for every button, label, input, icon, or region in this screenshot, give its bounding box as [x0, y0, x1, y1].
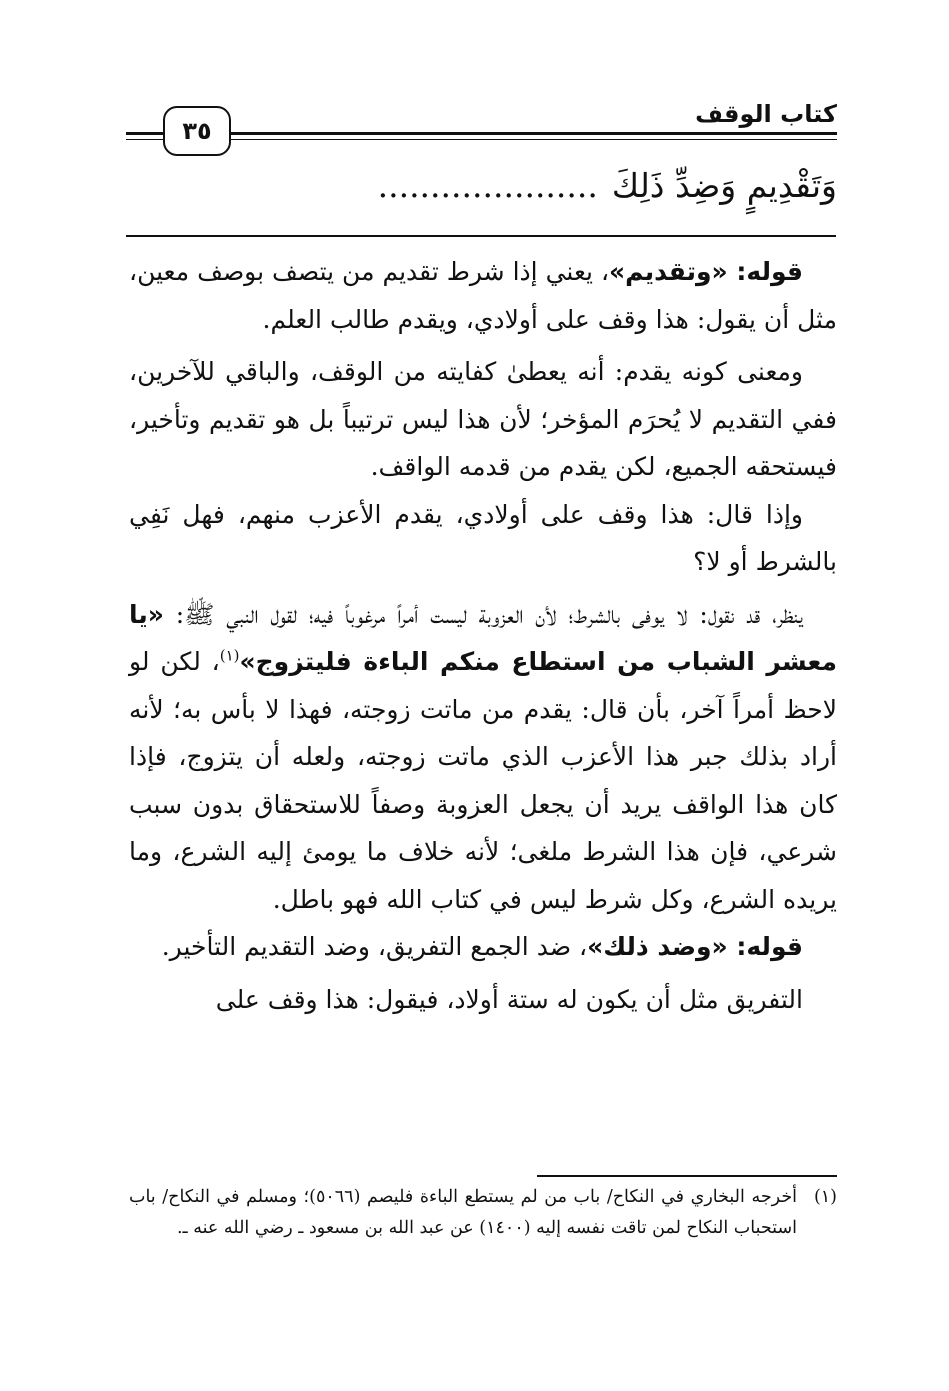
paragraph-4 — [129, 591, 837, 924]
footnote-reference[interactable]: (١) — [219, 646, 240, 665]
header-rule-right-bottom — [227, 139, 837, 140]
footnote-number: (١) — [813, 1187, 837, 1207]
footnote — [129, 1182, 837, 1244]
paragraph-text: ينظر، قد نقول: لا يوفى بالشرط؛ لأن العزوبة ليست أمراً مرغوباً فيه؛ لقول النبي ﷺ: — [163, 599, 803, 629]
paragraph-3 — [129, 491, 837, 586]
paragraph-text: ، يعني إذا شرط تقديم من يتصف بوصف معين، مثل أن يقول: هذا وقف على أولادي، ويقدم طالب العلم. — [129, 257, 837, 334]
paragraph-5 — [129, 923, 837, 971]
running-header-title: كتاب الوقف — [695, 100, 837, 128]
page-number-badge — [163, 106, 231, 156]
paragraph-lead: قوله: «وتقديم» — [609, 257, 804, 286]
paragraph-1 — [129, 248, 837, 343]
paragraph-6 — [129, 976, 837, 1024]
matn-dots: ..................... — [377, 166, 598, 205]
paragraph-text: ، لكن لو لاحظ أمراً آخر، بأن قال: يقدم من ماتت زوجته، فهذا لا بأس به؛ لأنه أراد بذلك جبر هذا الأعزب الذي ماتت زوجته، ولعله أن يتزوج، فإذا كان هذا الواقف يريد أن يجعل العزوبة وصفاً للاستحقاق بدون سبب شرعي، فإن هذا الشرط ملغى؛ لأنه خلاف ما يومئ إليه الشرع، وما يريده الشرع، وكل شرط ليس في كتاب الله فهو باطل. — [129, 647, 837, 914]
matn-line — [117, 158, 837, 214]
commentary-body — [129, 248, 837, 1023]
footnote-text: أخرجه البخاري في النكاح/ باب من لم يستطع الباءة فليصم (٥٠٦٦)؛ ومسلم في النكاح/ باب استحباب النكاح لمن تاقت نفسه إليه (١٤٠٠) عن عبد الله بن مسعود ـ رضي الله عنه ـ. — [129, 1187, 798, 1238]
paragraph-text: ، ضد الجمع التفريق، وضد التقديم التأخير. — [161, 932, 588, 961]
matn-text: وَتَقْدِيمٍ وَضِدِّ ذَلِكَ — [611, 166, 837, 205]
paragraph-lead: قوله: «وضد ذلك» — [587, 932, 803, 961]
paragraph-text: التفريق مثل أن يكون له ستة أولاد، فيقول: هذا وقف على — [215, 984, 803, 1014]
paragraph-text: وإذا قال: هذا وقف على أولادي، يقدم الأعزب منهم، فهل نَفِي بالشرط أو لا؟ — [129, 499, 837, 576]
page-number: ٣٥ — [182, 117, 212, 145]
header-rule-left-bottom — [126, 139, 164, 140]
header-rule-right-top — [227, 132, 837, 135]
footnote-separator — [537, 1175, 837, 1177]
header-rule-left-top — [126, 132, 164, 135]
hadith-quote: «يا معشر الشباب من استطاع منكم الباءة فليتزوج» — [129, 599, 837, 676]
paragraph-2 — [129, 348, 837, 491]
matn-separator — [126, 235, 836, 237]
paragraph-text: ومعنى كونه يقدم: أنه يعطىٰ كفايته من الوقف، والباقي للآخرين، ففي التقديم لا يُحرَم المؤخر؛ لأن هذا ليس ترتيباً بل هو تقديم وتأخير، فيستحقه الجميع، لكن يقدم من قدمه الواقف. — [129, 357, 837, 481]
